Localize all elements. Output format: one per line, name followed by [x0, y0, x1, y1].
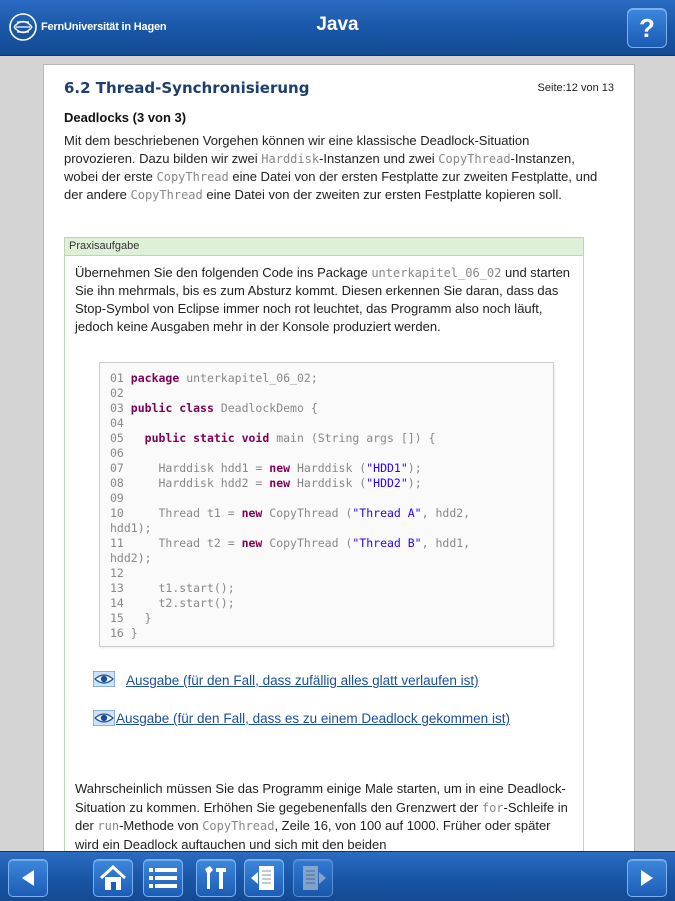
prev-page-icon	[250, 864, 278, 892]
code-line: 03 public class DeadlockDemo {	[110, 401, 318, 415]
code-line: 15 }	[110, 611, 152, 625]
output-link-deadlock[interactable]: Ausgabe (für den Fall, dass es zu einem Deadlock gekommen ist)	[116, 711, 510, 726]
content-page	[43, 64, 635, 852]
triangle-left-icon	[19, 868, 37, 888]
section-title: 6.2 Thread-Synchronisierung	[64, 79, 310, 97]
home-button[interactable]	[93, 859, 133, 897]
page-indicator: Seite:12 von 13	[537, 82, 614, 94]
tools-button[interactable]	[196, 859, 236, 897]
table-of-contents-button[interactable]	[143, 859, 183, 897]
intro-paragraph	[64, 132, 604, 204]
inline-code: run	[97, 819, 120, 833]
code-line: 08 Harddisk hdd2 = new Harddisk ("HDD2");	[110, 476, 422, 490]
practice-task-box	[64, 237, 584, 852]
code-line: 10 Thread t1 = new CopyThread ("Thread A", hdd2,	[110, 506, 471, 520]
intro-text: eine Datei von der zweiten zur ersten Festplatte kopieren soll.	[202, 187, 562, 202]
code-line: 16 }	[110, 626, 138, 640]
code-line: 01 package unterkapitel_06_02;	[110, 371, 318, 385]
eye-icon	[93, 671, 115, 687]
code-line: 04	[110, 416, 124, 430]
next-page-icon	[299, 864, 327, 892]
code-line: 13 t1.start();	[110, 581, 235, 595]
code-line: 06	[110, 446, 124, 460]
inline-code: Harddisk	[261, 152, 320, 166]
inline-code: CopyThread	[438, 152, 511, 166]
subtitle: Deadlocks (3 von 3)	[64, 110, 187, 125]
code-line: 09	[110, 491, 124, 505]
inline-code: CopyThread	[156, 170, 229, 184]
code-line: 12	[110, 566, 124, 580]
task-text: Übernehmen Sie den folgenden Code ins Package	[75, 265, 372, 280]
intro-text: eine Datei von der ersten Festplatte zur zweiten Festplatte, und der andere	[64, 169, 598, 202]
help-button[interactable]: ?	[627, 8, 667, 48]
home-icon	[99, 865, 127, 891]
closing-text: -Schleife in der	[75, 799, 568, 833]
closing-paragraph	[75, 780, 575, 852]
inline-code: CopyThread	[130, 188, 203, 202]
practice-task-header: Praxisaufgabe	[65, 238, 583, 256]
code-line: hdd1);	[110, 521, 152, 535]
intro-text: -Instanzen, wobei der erste	[64, 151, 575, 184]
back-button[interactable]	[8, 859, 48, 897]
triangle-right-icon	[638, 868, 656, 888]
code-line: 02	[110, 386, 124, 400]
output-link-success[interactable]: Ausgabe (für den Fall, dass zufällig alles glatt verlaufen ist)	[126, 673, 479, 688]
code-line: 11 Thread t2 = new CopyThread ("Thread B", hdd1,	[110, 536, 471, 550]
code-line: 14 t2.start();	[110, 596, 235, 610]
app-title: Java	[316, 14, 359, 35]
output-link-row-success[interactable]	[93, 670, 479, 691]
code-listing	[99, 362, 554, 647]
inline-code: CopyThread	[202, 819, 275, 833]
tools-icon	[202, 865, 230, 891]
inline-code: unterkapitel_06_02	[371, 266, 502, 280]
previous-page-button[interactable]	[244, 859, 284, 897]
practice-task-text	[65, 256, 583, 336]
forward-button[interactable]	[627, 859, 667, 897]
code-line: 05 public static void main (String args []) {	[110, 431, 436, 445]
next-page-button[interactable]	[293, 859, 333, 897]
closing-text: , Zeile 16, von 100 auf 1000. Früher oder später wird ein Deadlock auftauchen und sich mit den beiden	[75, 818, 551, 852]
intro-text: -Instanzen und zwei	[319, 151, 439, 166]
bottom-toolbar	[0, 851, 675, 901]
task-text: und starten Sie ihn mehrmals, bis es zum Absturz kommt. Diesen erkennen Sie daran, dass das Stop-Symbol von Eclipse immer noch rot leuchtet, das Programm also noch läuft, jedoch keine Ausgaben mehr in der Konsole produziert werden.	[75, 265, 571, 334]
closing-text: -Methode von	[119, 818, 203, 833]
code-line: hdd2);	[110, 551, 152, 565]
code-line: 07 Harddisk hdd1 = new Harddisk ("HDD1");	[110, 461, 422, 475]
output-link-row-deadlock[interactable]	[93, 708, 563, 729]
top-bar	[0, 0, 675, 56]
logo-text: FernUniversität in Hagen	[41, 21, 167, 33]
list-icon	[149, 867, 177, 889]
closing-text: Wahrscheinlich müssen Sie das Programm einige Male starten, um in eine Deadlock-Situation zu kommen. Erhöhen Sie gegebenenfalls den Grenzwert der	[75, 781, 566, 815]
intro-text: Mit dem beschriebenen Vorgehen können wir eine klassische Deadlock-Situation provozieren. Dazu bilden wir zwei	[64, 133, 530, 166]
inline-code: for	[481, 800, 504, 815]
